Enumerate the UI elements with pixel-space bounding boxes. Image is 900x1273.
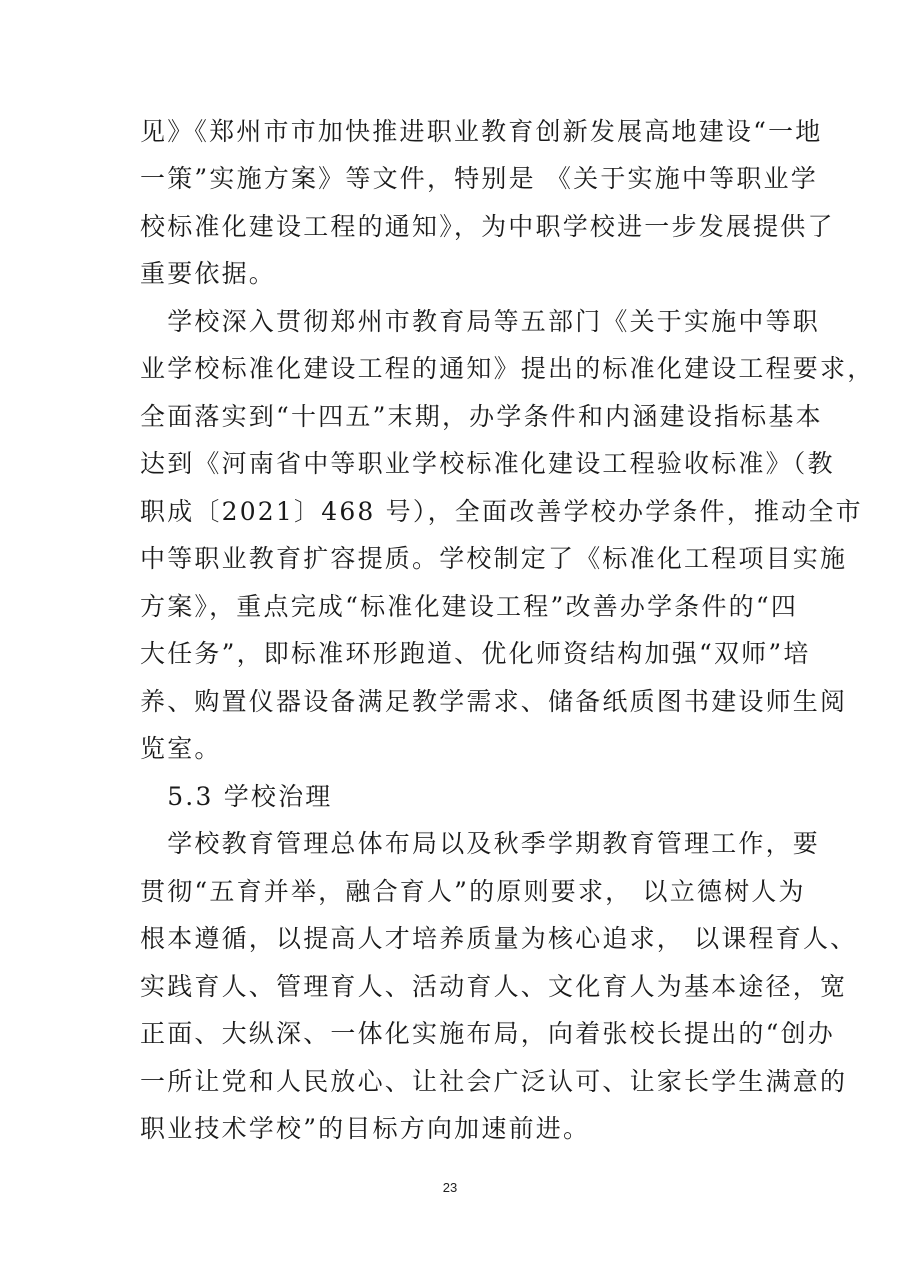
page-number: 23	[442, 1180, 458, 1195]
text-line: 根本遵循，以提高人才培养质量为核心追求， 以课程育人、	[140, 924, 858, 953]
text-line: 全面落实到“十四五”末期，办学条件和内涵建设指标基本	[140, 402, 823, 431]
text-line: 一策”实施方案》等文件，特别是 《关于实施中等职业学	[140, 164, 818, 193]
paragraph-start-line: 学校深入贯彻郑州市教育局等五部门《关于实施中等职	[140, 307, 821, 336]
text-line: 实践育人、管理育人、活动育人、文化育人为基本途径，宽	[140, 972, 848, 1001]
section-heading: 5.3 学校治理	[140, 782, 333, 811]
text-line: 重要依据。	[140, 259, 277, 288]
text-line: 大任务”，即标准环形跑道、优化师资结构加强“双师”培	[140, 639, 811, 668]
text-line: 贯彻“五育并举，融合育人”的原则要求， 以立德树人为	[140, 877, 806, 906]
text-line: 中等职业教育扩容提质。学校制定了《标准化工程项目实施	[140, 544, 848, 573]
text-line: 校标准化建设工程的通知》，为中职学校进一步发展提供了	[140, 212, 835, 241]
text-line: 一所让党和人民放心、让社会广泛认可、让家长学生满意的	[140, 1067, 848, 1096]
text-line: 养、购置仪器设备满足教学需求、储备纸质图书建设师生阅	[140, 687, 848, 716]
text-line: 方案》，重点完成“标准化建设工程”改善办学条件的“四	[140, 592, 799, 621]
text-line: 正面、大纵深、一体化实施布局，向着张校长提出的“创办	[140, 1019, 835, 1048]
text-line: 业学校标准化建设工程的通知》提出的标准化建设工程要求，	[140, 354, 875, 383]
text-line: 职业技术学校”的目标方向加速前进。	[140, 1114, 591, 1143]
text-line: 达到《河南省中等职业学校标准化建设工程验收标准》（教	[140, 449, 835, 478]
text-line: 职成〔2021〕468 号），全面改善学校办学条件，推动全市	[140, 497, 863, 526]
text-line: 见》《郑州市市加快推进职业教育创新发展高地建设“一地	[140, 117, 823, 146]
text-line: 览室。	[140, 734, 222, 763]
paragraph-start-line: 学校教育管理总体布局以及秋季学期教育管理工作，要	[140, 829, 821, 858]
